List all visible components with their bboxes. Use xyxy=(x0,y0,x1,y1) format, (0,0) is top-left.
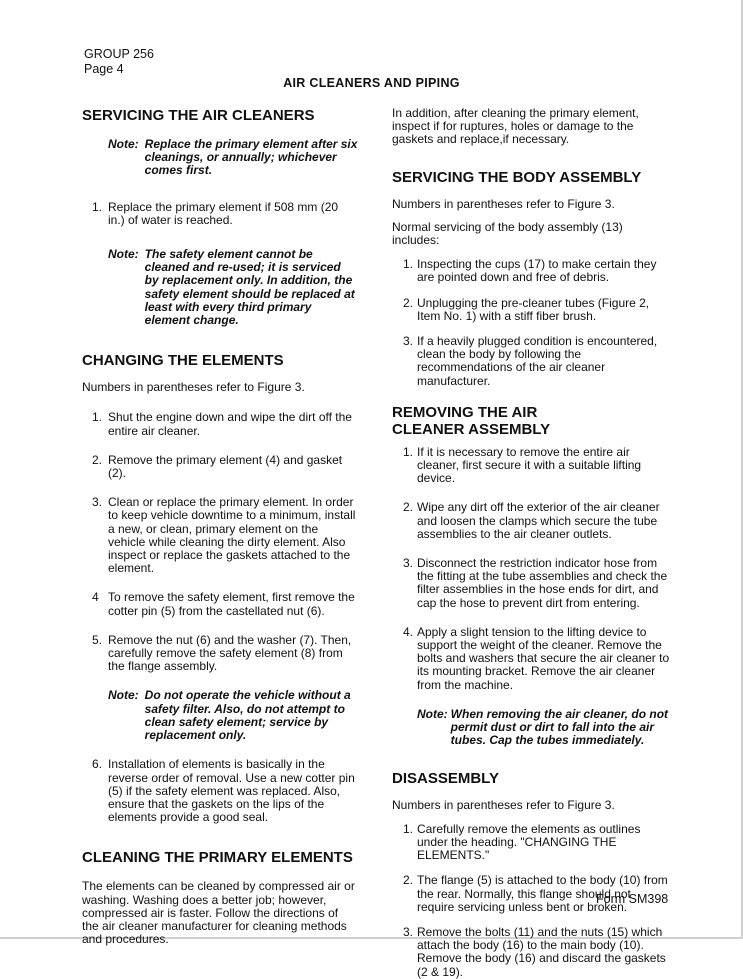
item-number: 3. xyxy=(403,924,414,939)
list-item xyxy=(92,591,358,617)
item-text: Installation of elements is basically in the reverse order of removal. Use a new cotter pin (5) if the safety element was replaced. Also, ensure that the gaskets on the lips of the elements provide a good seal. xyxy=(108,757,355,825)
list-item xyxy=(403,823,670,863)
removing-heading-line2: CLEANER ASSEMBLY xyxy=(392,420,551,438)
body-heading: SERVICING THE BODY ASSEMBLY xyxy=(392,168,642,186)
item-text: If it is necessary to remove the entire air cleaner, first secure it with a suitable lifting device. xyxy=(417,444,642,486)
page-header xyxy=(84,47,154,77)
list-item xyxy=(92,634,358,674)
list-item xyxy=(403,501,670,541)
item-text: Unplugging the pre-cleaner tubes (Figure 2, Item No. 1) with a stiff fiber brush. xyxy=(417,295,650,323)
note-text: The safety element cannot be cleaned and re-used; it is serviced by replacement only. In addition, the safety element should be replaced at least with every third primary element change. xyxy=(144,247,355,328)
item-number: 2. xyxy=(403,500,414,515)
item-number: 1. xyxy=(92,410,103,425)
disassembly-intro: Numbers in parentheses refer to Figure 3. xyxy=(392,797,615,812)
list-item xyxy=(92,201,358,227)
cleaning-text: The elements can be cleaned by compressed air or washing. Washing does a better job; however, compressed air is faster. Follow the directions of the air cleaner manufacturer for cleaning methods and procedures. xyxy=(82,879,355,947)
note-text: When removing the air cleaner, do not permit dust or dirt to fall into the air tubes. Cap the tubes immediately. xyxy=(450,706,669,748)
cleaning-heading: CLEANING THE PRIMARY ELEMENTS xyxy=(82,849,353,867)
note-safety xyxy=(108,248,358,327)
group-label: GROUP 256 xyxy=(84,47,154,61)
item-text: Apply a slight tension to the lifting device to support the weight of the cleaner. Remove the bolts and washers that secure the air cleaner to its mounting bracket. Remove the air cleaner from the machine. xyxy=(417,624,670,692)
item-number: 4. xyxy=(403,624,414,639)
item-number: 1. xyxy=(92,199,103,214)
item-text: Inspecting the cups (17) to make certain they are pointed down and free of debris. xyxy=(417,257,657,285)
item-number: 1. xyxy=(403,821,414,836)
item-number: 5. xyxy=(92,632,103,647)
body-intro: Numbers in parentheses refer to Figure 3. xyxy=(392,196,615,211)
item-text: Remove the nut (6) and the washer (7). Then, carefully remove the safety element (8) from the flange assembly. xyxy=(108,632,352,674)
item-text: Remove the primary element (4) and gasket (2). xyxy=(108,452,343,481)
note-primary xyxy=(108,138,358,178)
item-number: 6. xyxy=(92,757,103,772)
list-item xyxy=(92,454,358,480)
note-label: Note: xyxy=(108,247,139,262)
form-number: Form SM398 xyxy=(596,892,669,906)
item-number: 1. xyxy=(403,444,414,459)
item-text: To remove the safety element, first remove the cotter pin (5) from the castellated nut (6). xyxy=(108,590,355,618)
body-intro-2: Normal servicing of the body assembly (13) includes: xyxy=(392,219,623,248)
list-item xyxy=(403,926,670,979)
item-text: Shut the engine down and wipe the dirt off the entire air cleaner. xyxy=(108,410,352,438)
item-text: Replace the primary element if 508 mm (20 in.) of water is reached. xyxy=(108,199,339,227)
servicing-heading: SERVICING THE AIR CLEANERS xyxy=(82,107,315,124)
item-text: Wipe any dirt off the exterior of the air cleaner and loosen the clamps which secure the tube assemblies to the air cleaner outlets. xyxy=(417,500,660,541)
removing-heading xyxy=(392,404,670,438)
note-text: Do not operate the vehicle without a safety filter. Also, do not attempt to clean safety element; service by replacement only. xyxy=(144,688,351,743)
removing-heading-line1: REMOVING THE AIR xyxy=(392,403,538,421)
item-number: 3. xyxy=(403,556,414,571)
list-item xyxy=(403,446,670,486)
page-number: Page 4 xyxy=(84,62,124,76)
note-cap-tubes xyxy=(417,708,670,748)
continued-text: In addition, after cleaning the primary element, inspect if for ruptures, holes or damage to the gaskets and replace,if necessary. xyxy=(392,106,639,147)
item-number: 3. xyxy=(92,495,103,510)
item-text: Disconnect the restriction indicator hose from the fitting at the tube assemblies and check the filter assemblies in the hose ends for dirt, and cap the hose to prevent dirt from entering. xyxy=(417,556,668,610)
item-text: Clean or replace the primary element. In order to keep vehicle downtime to a minimum, install a new, or clean, primary element on the vehicle while cleaning the dirty element. Also inspect or replace the gaskets attached to the element. xyxy=(108,495,356,576)
list-item xyxy=(92,496,358,575)
item-text: If a heavily plugged condition is encountered, clean the body by following the recommendations of the air cleaner manufacturer. xyxy=(417,334,658,388)
list-item xyxy=(403,626,670,692)
changing-intro: Numbers in parentheses refer to Figure 3. xyxy=(82,380,305,395)
changing-heading: CHANGING THE ELEMENTS xyxy=(82,352,284,370)
left-column xyxy=(82,103,358,946)
right-column xyxy=(392,103,670,979)
page-title: AIR CLEANERS AND PIPING xyxy=(283,76,460,90)
item-number: 3. xyxy=(403,334,414,349)
item-text: Remove the bolts (11) and the nuts (15) which attach the body (16) to the main body (10). Remove the body (16) and discard the gaskets (2 & 19). xyxy=(417,924,666,979)
note-label: Note: xyxy=(108,688,139,703)
note-text: Replace the primary element after six cleanings, or annually; whichever comes first. xyxy=(144,137,358,178)
list-item xyxy=(403,335,670,388)
list-item xyxy=(403,258,670,284)
list-item xyxy=(92,758,358,824)
item-number: 4 xyxy=(92,590,99,605)
list-item xyxy=(403,557,670,610)
item-number: 2. xyxy=(403,295,414,310)
note-safety-filter xyxy=(108,689,358,742)
list-item xyxy=(92,411,358,437)
item-number: 2. xyxy=(92,452,103,467)
note-label: Note: xyxy=(108,137,139,151)
item-text: The flange (5) is attached to the body (10) from the rear. Normally, this flange should not require servicing unless bent or broken. xyxy=(417,873,668,914)
disassembly-heading: DISASSEMBLY xyxy=(392,769,499,787)
note-label: Note: xyxy=(417,706,448,721)
list-item xyxy=(403,297,670,323)
item-number: 2. xyxy=(403,873,414,888)
item-number: 1. xyxy=(403,257,414,272)
item-text: Carefully remove the elements as outlines under the heading. "CHANGING THE ELEMENTS." xyxy=(417,821,641,863)
